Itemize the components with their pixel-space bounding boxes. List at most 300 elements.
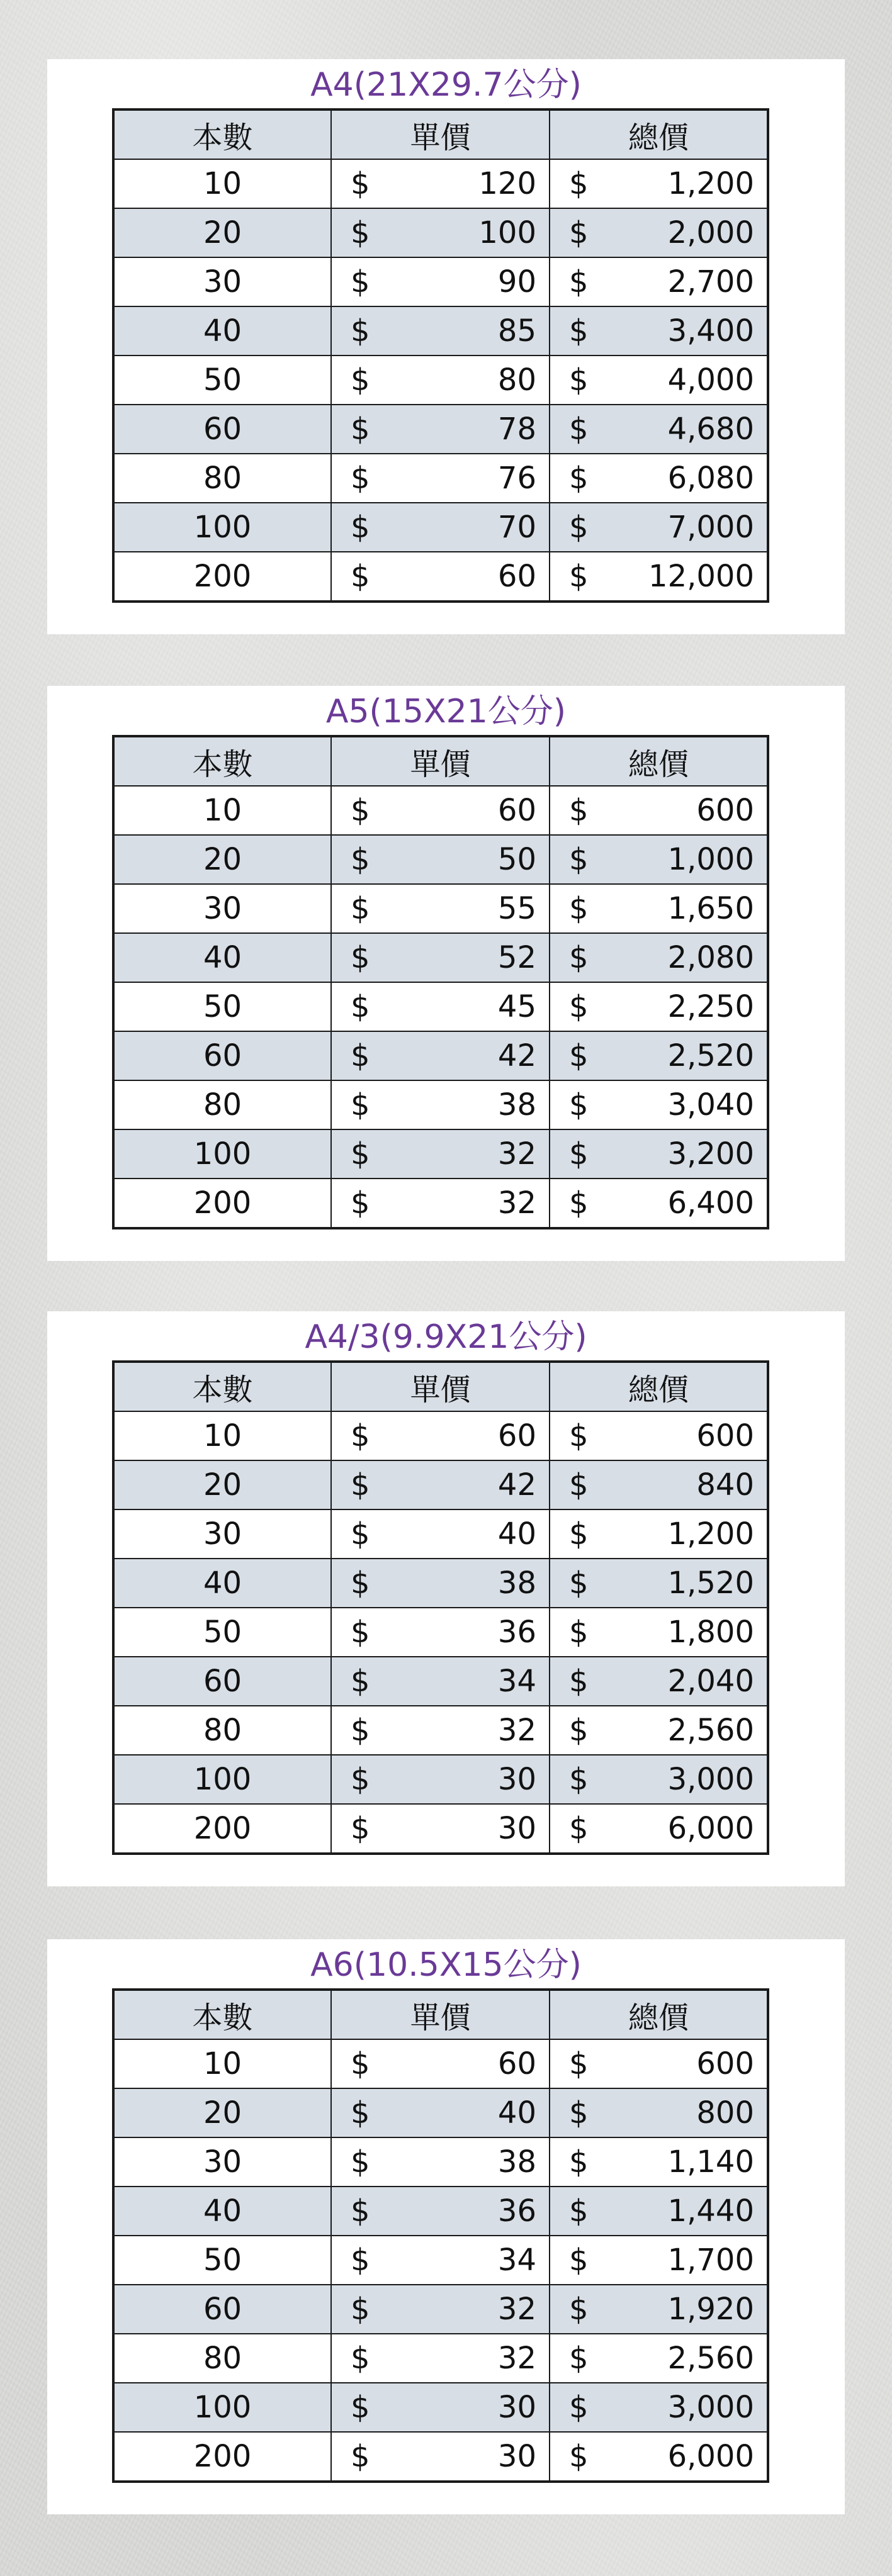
- total-price-value: 2,560: [667, 2341, 754, 2376]
- currency-symbol: $: [569, 2390, 589, 2425]
- currency-symbol: $: [569, 1136, 589, 1172]
- unit-price-value: 34: [497, 1664, 536, 1699]
- currency-symbol: $: [351, 412, 370, 447]
- currency-symbol: $: [569, 166, 589, 201]
- currency-symbol: $: [569, 1467, 589, 1503]
- unit-price-value: 34: [497, 2243, 536, 2278]
- unit-price-value: 76: [497, 461, 536, 496]
- qty-cell: 60: [113, 405, 331, 454]
- currency-symbol: $: [351, 2439, 370, 2474]
- unit-price-value: 120: [478, 166, 536, 201]
- unit-price-cell: [331, 786, 550, 835]
- total-price-cell: [550, 1080, 768, 1129]
- currency-symbol: $: [351, 2144, 370, 2180]
- unit-price-value: 36: [497, 1615, 536, 1650]
- total-price-cell: [550, 2285, 768, 2334]
- qty-cell: 100: [113, 503, 331, 552]
- table-row: [113, 2088, 768, 2137]
- qty-cell: 100: [113, 1755, 331, 1804]
- unit-price-value: 32: [497, 1136, 536, 1172]
- currency-symbol: $: [569, 1615, 589, 1650]
- header-total-price: 總價: [550, 1990, 768, 2039]
- unit-price-cell: [331, 1755, 550, 1804]
- unit-price-value: 36: [497, 2193, 536, 2229]
- unit-price-cell: [331, 1080, 550, 1129]
- total-price-value: 7,000: [667, 510, 754, 545]
- header-unit-price: 單價: [331, 1990, 550, 2039]
- table-row: [113, 1559, 768, 1608]
- unit-price-cell: [331, 454, 550, 503]
- total-price-value: 4,680: [667, 412, 754, 447]
- currency-symbol: $: [351, 2243, 370, 2278]
- total-price-value: 6,400: [667, 1185, 754, 1221]
- unit-price-cell: [331, 159, 550, 208]
- total-price-cell: [550, 1755, 768, 1804]
- unit-price-value: 52: [497, 940, 536, 975]
- unit-price-value: 70: [497, 510, 536, 545]
- total-price-cell: [550, 1031, 768, 1080]
- qty-cell: 200: [113, 2432, 331, 2482]
- qty-cell: 40: [113, 2187, 331, 2236]
- currency-symbol: $: [351, 2095, 370, 2131]
- header-total-price: 總價: [550, 736, 768, 786]
- currency-symbol: $: [569, 362, 589, 398]
- qty-cell: 20: [113, 208, 331, 257]
- total-price-cell: [550, 552, 768, 602]
- total-price-cell: [550, 454, 768, 503]
- unit-price-cell: [331, 933, 550, 982]
- currency-symbol: $: [351, 891, 370, 926]
- total-price-value: 2,000: [667, 215, 754, 250]
- qty-cell: 50: [113, 982, 331, 1031]
- currency-symbol: $: [351, 1615, 370, 1650]
- qty-cell: 10: [113, 786, 331, 835]
- total-price-cell: [550, 356, 768, 405]
- price-table: [112, 735, 769, 1229]
- total-price-value: 1,520: [667, 1565, 754, 1601]
- table-row: [113, 208, 768, 257]
- total-price-value: 6,000: [667, 2439, 754, 2474]
- total-price-cell: [550, 1559, 768, 1608]
- unit-price-value: 50: [497, 842, 536, 877]
- table-row: [113, 1804, 768, 1854]
- table-row: [113, 1411, 768, 1460]
- unit-price-cell: [331, 1509, 550, 1559]
- currency-symbol: $: [351, 1565, 370, 1601]
- total-price-cell: [550, 1509, 768, 1559]
- unit-price-value: 80: [497, 362, 536, 398]
- price-table: [112, 1988, 769, 2483]
- table-row: [113, 2285, 768, 2334]
- currency-symbol: $: [351, 940, 370, 975]
- total-price-value: 2,560: [667, 1713, 754, 1748]
- unit-price-cell: [331, 1179, 550, 1228]
- currency-symbol: $: [569, 461, 589, 496]
- table-row: [113, 159, 768, 208]
- unit-price-cell: [331, 503, 550, 552]
- unit-price-cell: [331, 2334, 550, 2383]
- currency-symbol: $: [351, 510, 370, 545]
- unit-price-cell: [331, 1411, 550, 1460]
- currency-symbol: $: [569, 1664, 589, 1699]
- unit-price-cell: [331, 306, 550, 356]
- unit-price-value: 60: [497, 559, 536, 594]
- currency-symbol: $: [351, 1762, 370, 1797]
- currency-symbol: $: [569, 1087, 589, 1123]
- table-row: [113, 503, 768, 552]
- unit-price-value: 30: [497, 2390, 536, 2425]
- unit-price-cell: [331, 2137, 550, 2187]
- currency-symbol: $: [351, 559, 370, 594]
- table-row: [113, 1460, 768, 1509]
- qty-cell: 40: [113, 306, 331, 356]
- total-price-value: 6,000: [667, 1811, 754, 1846]
- header-qty: 本數: [113, 1990, 331, 2039]
- header-unit-price: 單價: [331, 109, 550, 159]
- table-row: [113, 786, 768, 835]
- qty-cell: 30: [113, 1509, 331, 1559]
- total-price-cell: [550, 982, 768, 1031]
- currency-symbol: $: [351, 1185, 370, 1221]
- unit-price-cell: [331, 2236, 550, 2285]
- currency-symbol: $: [351, 1467, 370, 1503]
- total-price-cell: [550, 1411, 768, 1460]
- price-table: [112, 1360, 769, 1855]
- qty-cell: 40: [113, 933, 331, 982]
- unit-price-value: 40: [497, 2095, 536, 2131]
- total-price-cell: [550, 2334, 768, 2383]
- total-price-value: 2,080: [667, 940, 754, 975]
- qty-cell: 10: [113, 1411, 331, 1460]
- currency-symbol: $: [569, 842, 589, 877]
- total-price-cell: [550, 1129, 768, 1179]
- table-row: [113, 2334, 768, 2383]
- unit-price-cell: [331, 1804, 550, 1854]
- currency-symbol: $: [351, 362, 370, 398]
- total-price-value: 2,520: [667, 1038, 754, 1073]
- total-price-cell: [550, 257, 768, 306]
- currency-symbol: $: [569, 215, 589, 250]
- total-price-value: 1,000: [667, 842, 754, 877]
- total-price-cell: [550, 1657, 768, 1706]
- qty-cell: 50: [113, 356, 331, 405]
- header-unit-price: 單價: [331, 1362, 550, 1411]
- unit-price-cell: [331, 1706, 550, 1755]
- table-row: [113, 1080, 768, 1129]
- currency-symbol: $: [569, 1038, 589, 1073]
- table-row: [113, 1755, 768, 1804]
- qty-cell: 30: [113, 884, 331, 933]
- table-row: [113, 2383, 768, 2432]
- qty-cell: 60: [113, 2285, 331, 2334]
- currency-symbol: $: [351, 793, 370, 828]
- total-price-cell: [550, 2187, 768, 2236]
- header-total-price: 總價: [550, 1362, 768, 1411]
- unit-price-cell: [331, 884, 550, 933]
- qty-cell: 80: [113, 1080, 331, 1129]
- unit-price-cell: [331, 2187, 550, 2236]
- table-row: [113, 982, 768, 1031]
- panel-title: A4(21X29.7公分): [310, 66, 582, 104]
- unit-price-value: 60: [497, 1418, 536, 1453]
- qty-cell: 80: [113, 2334, 331, 2383]
- unit-price-value: 100: [478, 215, 536, 250]
- unit-price-value: 38: [497, 1087, 536, 1123]
- total-price-cell: [550, 2088, 768, 2137]
- unit-price-value: 30: [497, 1811, 536, 1846]
- currency-symbol: $: [351, 1087, 370, 1123]
- unit-price-value: 55: [497, 891, 536, 926]
- table-row: [113, 2039, 768, 2088]
- price-table: [112, 108, 769, 603]
- unit-price-cell: [331, 1129, 550, 1179]
- unit-price-value: 32: [497, 1185, 536, 1221]
- currency-symbol: $: [351, 166, 370, 201]
- unit-price-cell: [331, 2285, 550, 2334]
- qty-cell: 200: [113, 1179, 331, 1228]
- currency-symbol: $: [569, 313, 589, 349]
- unit-price-value: 42: [497, 1038, 536, 1073]
- currency-symbol: $: [569, 891, 589, 926]
- price-panel-a5: [47, 686, 845, 1261]
- total-price-cell: [550, 2236, 768, 2285]
- unit-price-value: 32: [497, 2341, 536, 2376]
- total-price-cell: [550, 503, 768, 552]
- unit-price-cell: [331, 835, 550, 884]
- unit-price-cell: [331, 982, 550, 1031]
- currency-symbol: $: [351, 1713, 370, 1748]
- total-price-cell: [550, 1706, 768, 1755]
- header-qty: 本數: [113, 736, 331, 786]
- total-price-cell: [550, 159, 768, 208]
- unit-price-cell: [331, 208, 550, 257]
- table-header-row: [113, 109, 768, 159]
- qty-cell: 60: [113, 1657, 331, 1706]
- panel-title: A5(15X21公分): [325, 693, 567, 731]
- qty-cell: 80: [113, 1706, 331, 1755]
- qty-cell: 50: [113, 2236, 331, 2285]
- currency-symbol: $: [569, 2046, 589, 2081]
- currency-symbol: $: [351, 1664, 370, 1699]
- total-price-value: 1,440: [667, 2193, 754, 2229]
- unit-price-cell: [331, 1460, 550, 1509]
- unit-price-cell: [331, 2088, 550, 2137]
- currency-symbol: $: [569, 2144, 589, 2180]
- qty-cell: 100: [113, 2383, 331, 2432]
- unit-price-value: 38: [497, 1565, 536, 1601]
- total-price-cell: [550, 306, 768, 356]
- unit-price-cell: [331, 2432, 550, 2482]
- currency-symbol: $: [569, 2292, 589, 2327]
- total-price-value: 1,200: [667, 166, 754, 201]
- qty-cell: 200: [113, 1804, 331, 1854]
- total-price-value: 2,040: [667, 1664, 754, 1699]
- currency-symbol: $: [351, 842, 370, 877]
- currency-symbol: $: [351, 2390, 370, 2425]
- qty-cell: 40: [113, 1559, 331, 1608]
- currency-symbol: $: [351, 1418, 370, 1453]
- currency-symbol: $: [569, 2439, 589, 2474]
- total-price-cell: [550, 786, 768, 835]
- header-qty: 本數: [113, 109, 331, 159]
- unit-price-value: 32: [497, 1713, 536, 1748]
- unit-price-cell: [331, 1559, 550, 1608]
- table-header-row: [113, 1990, 768, 2039]
- qty-cell: 20: [113, 1460, 331, 1509]
- unit-price-value: 38: [497, 2144, 536, 2180]
- table-row: [113, 1657, 768, 1706]
- total-price-cell: [550, 2137, 768, 2187]
- qty-cell: 30: [113, 257, 331, 306]
- unit-price-cell: [331, 405, 550, 454]
- currency-symbol: $: [569, 559, 589, 594]
- total-price-value: 1,920: [667, 2292, 754, 2327]
- header-unit-price: 單價: [331, 736, 550, 786]
- total-price-value: 3,000: [667, 2390, 754, 2425]
- table-row: [113, 1031, 768, 1080]
- unit-price-value: 42: [497, 1467, 536, 1503]
- total-price-cell: [550, 1608, 768, 1657]
- currency-symbol: $: [569, 1811, 589, 1846]
- currency-symbol: $: [569, 793, 589, 828]
- currency-symbol: $: [569, 1516, 589, 1552]
- total-price-value: 1,200: [667, 1516, 754, 1552]
- table-header-row: [113, 1362, 768, 1411]
- currency-symbol: $: [569, 2095, 589, 2131]
- total-price-value: 6,080: [667, 461, 754, 496]
- price-panel-a4: [47, 59, 845, 634]
- unit-price-value: 78: [497, 412, 536, 447]
- table-row: [113, 454, 768, 503]
- table-row: [113, 1179, 768, 1228]
- unit-price-value: 45: [497, 989, 536, 1024]
- currency-symbol: $: [569, 940, 589, 975]
- qty-cell: 200: [113, 552, 331, 602]
- currency-symbol: $: [569, 989, 589, 1024]
- table-row: [113, 835, 768, 884]
- total-price-cell: [550, 884, 768, 933]
- unit-price-value: 30: [497, 1762, 536, 1797]
- table-row: [113, 2187, 768, 2236]
- currency-symbol: $: [569, 1418, 589, 1453]
- table-row: [113, 552, 768, 602]
- unit-price-cell: [331, 2383, 550, 2432]
- unit-price-value: 40: [497, 1516, 536, 1552]
- qty-cell: 20: [113, 835, 331, 884]
- total-price-value: 600: [696, 793, 754, 828]
- unit-price-cell: [331, 356, 550, 405]
- currency-symbol: $: [569, 2243, 589, 2278]
- qty-cell: 30: [113, 2137, 331, 2187]
- total-price-cell: [550, 1804, 768, 1854]
- currency-symbol: $: [351, 1811, 370, 1846]
- currency-symbol: $: [351, 2292, 370, 2327]
- currency-symbol: $: [351, 264, 370, 300]
- currency-symbol: $: [569, 2341, 589, 2376]
- unit-price-value: 90: [497, 264, 536, 300]
- currency-symbol: $: [569, 1565, 589, 1601]
- total-price-cell: [550, 933, 768, 982]
- total-price-value: 12,000: [648, 559, 754, 594]
- table-row: [113, 884, 768, 933]
- total-price-value: 3,200: [667, 1136, 754, 1172]
- currency-symbol: $: [351, 2193, 370, 2229]
- total-price-value: 2,700: [667, 264, 754, 300]
- unit-price-cell: [331, 1608, 550, 1657]
- unit-price-cell: [331, 2039, 550, 2088]
- table-row: [113, 1129, 768, 1179]
- total-price-value: 1,140: [667, 2144, 754, 2180]
- unit-price-cell: [331, 257, 550, 306]
- currency-symbol: $: [351, 2046, 370, 2081]
- currency-symbol: $: [351, 989, 370, 1024]
- currency-symbol: $: [569, 1185, 589, 1221]
- total-price-value: 3,000: [667, 1762, 754, 1797]
- currency-symbol: $: [569, 1762, 589, 1797]
- table-row: [113, 356, 768, 405]
- total-price-value: 1,800: [667, 1615, 754, 1650]
- unit-price-value: 30: [497, 2439, 536, 2474]
- price-panel-a6: [47, 1939, 845, 2514]
- currency-symbol: $: [569, 1713, 589, 1748]
- currency-symbol: $: [351, 1038, 370, 1073]
- unit-price-cell: [331, 1657, 550, 1706]
- table-row: [113, 306, 768, 356]
- table-row: [113, 933, 768, 982]
- table-row: [113, 1706, 768, 1755]
- unit-price-cell: [331, 552, 550, 602]
- qty-cell: 10: [113, 159, 331, 208]
- total-price-value: 600: [696, 2046, 754, 2081]
- table-row: [113, 405, 768, 454]
- total-price-value: 4,000: [667, 362, 754, 398]
- qty-cell: 60: [113, 1031, 331, 1080]
- total-price-cell: [550, 208, 768, 257]
- qty-cell: 10: [113, 2039, 331, 2088]
- table-header-row: [113, 736, 768, 786]
- table-row: [113, 2432, 768, 2482]
- unit-price-value: 85: [497, 313, 536, 349]
- panel-title: A4/3(9.9X21公分): [305, 1318, 587, 1356]
- currency-symbol: $: [351, 1136, 370, 1172]
- qty-cell: 100: [113, 1129, 331, 1179]
- currency-symbol: $: [569, 510, 589, 545]
- table-row: [113, 1509, 768, 1559]
- total-price-cell: [550, 405, 768, 454]
- total-price-value: 600: [696, 1418, 754, 1453]
- currency-symbol: $: [351, 461, 370, 496]
- table-row: [113, 1608, 768, 1657]
- total-price-value: 800: [696, 2095, 754, 2131]
- total-price-value: 1,650: [667, 891, 754, 926]
- total-price-cell: [550, 2432, 768, 2482]
- total-price-cell: [550, 2039, 768, 2088]
- total-price-value: 1,700: [667, 2243, 754, 2278]
- unit-price-value: 60: [497, 2046, 536, 2081]
- total-price-value: 2,250: [667, 989, 754, 1024]
- currency-symbol: $: [569, 2193, 589, 2229]
- table-row: [113, 2236, 768, 2285]
- total-price-cell: [550, 1179, 768, 1228]
- currency-symbol: $: [351, 2341, 370, 2376]
- total-price-cell: [550, 835, 768, 884]
- unit-price-value: 32: [497, 2292, 536, 2327]
- total-price-value: 3,040: [667, 1087, 754, 1123]
- qty-cell: 80: [113, 454, 331, 503]
- unit-price-value: 60: [497, 793, 536, 828]
- currency-symbol: $: [569, 412, 589, 447]
- qty-cell: 50: [113, 1608, 331, 1657]
